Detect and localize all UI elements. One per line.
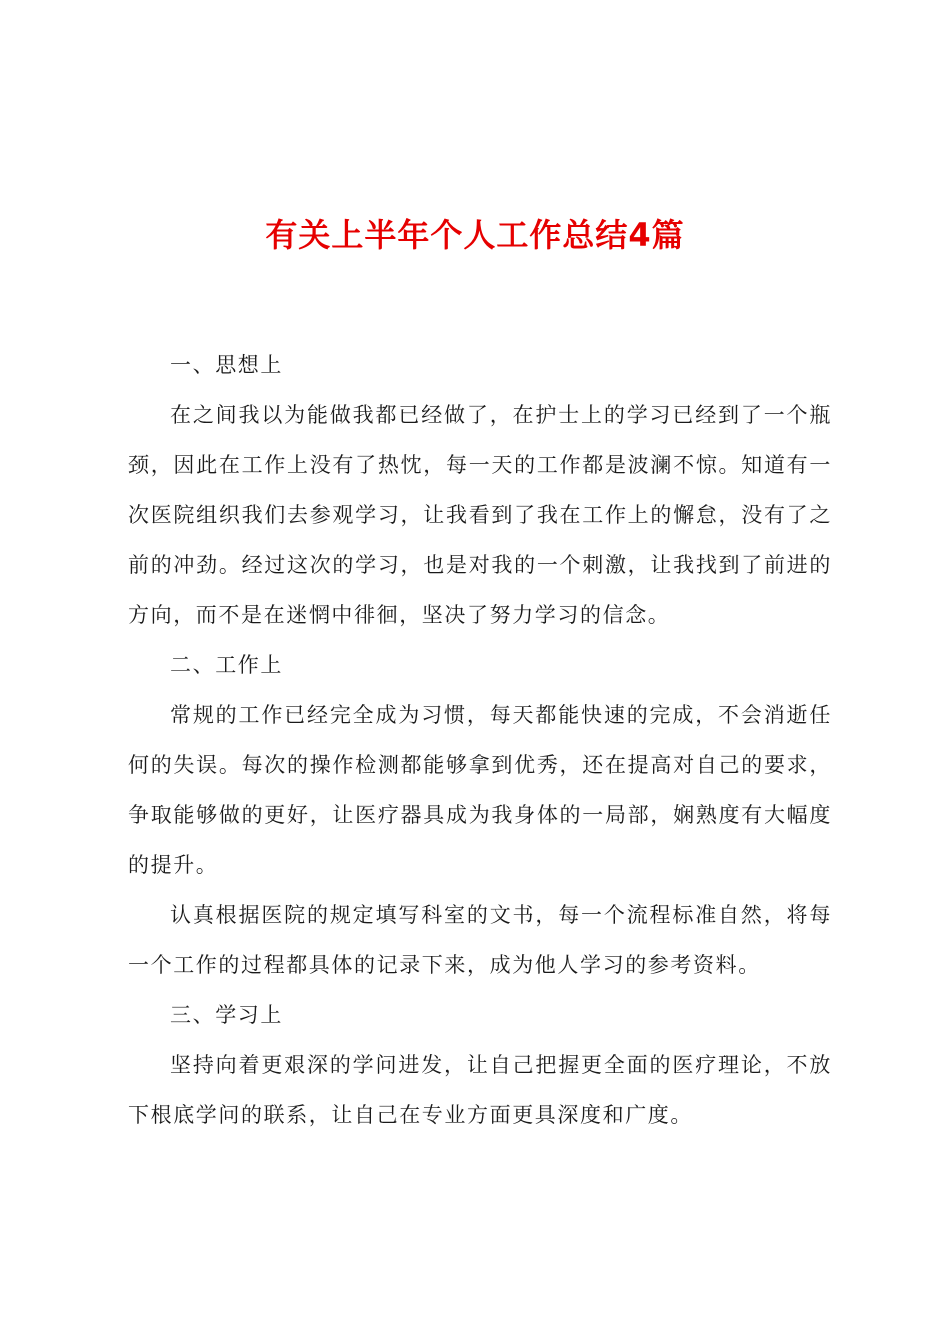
document-title: 有关上半年个人工作总结4篇 [265, 216, 685, 254]
paragraph-study: 坚持向着更艰深的学问进发，让自己把握更全面的医疗理论，不放下根底学问的联系，让自己在专业方面更具深度和广度。 [128, 1053, 832, 1127]
paragraph-work-documents: 认真根据医院的规定填写科室的文书，每一个流程标准自然，将每一个工作的过程都具体的记录下来，成为他人学习的参考资料。 [128, 903, 832, 977]
section-heading-work: 二、工作上 [170, 653, 283, 677]
section-heading-study: 三、学习上 [170, 1003, 283, 1027]
paragraph-work-routine: 常规的工作已经完全成为习惯，每天都能快速的完成，不会消逝任何的失误。每次的操作检测都能够拿到优秀，还在提高对自己的要求，争取能够做的更好，让医疗器具成为我身体的一局部，娴熟度有大幅度的提升。 [128, 703, 832, 877]
document-body [128, 340, 832, 1140]
paragraph-thought: 在之间我以为能做我都已经做了，在护士上的学习已经到了一个瓶颈，因此在工作上没有了热忱，每一天的工作都是波澜不惊。知道有一次医院组织我们去参观学习，让我看到了我在工作上的懈怠，没有了之前的冲劲。经过这次的学习，也是对我的一个刺激，让我找到了前进的方向，而不是在迷惘中徘徊，坚决了努力学习的信念。 [128, 403, 832, 627]
section-heading-thought: 一、思想上 [170, 353, 283, 377]
